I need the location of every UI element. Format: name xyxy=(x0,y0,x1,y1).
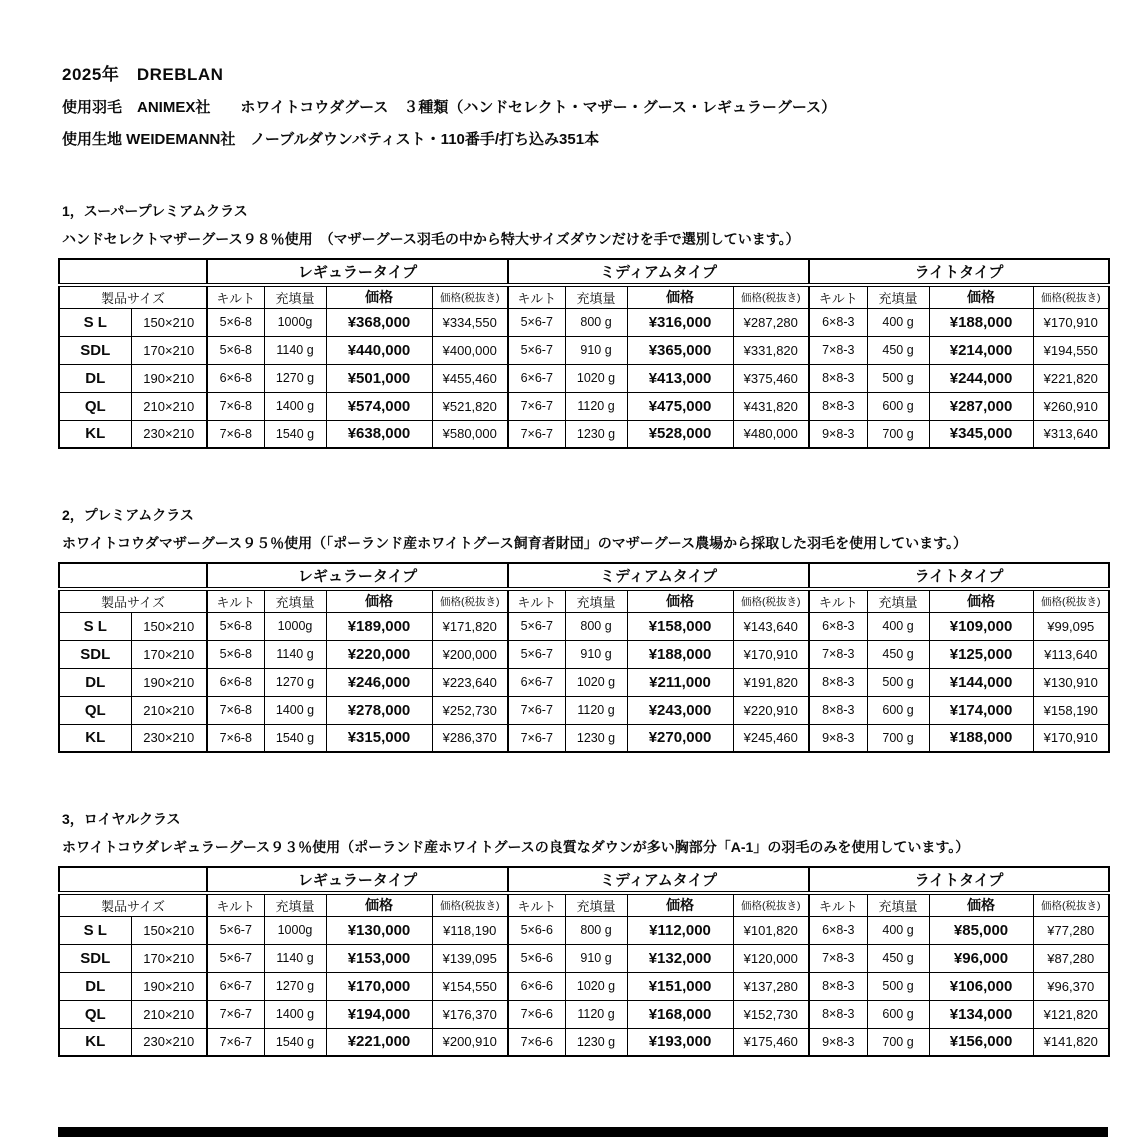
cell-quilt: 6×8-3 xyxy=(809,916,867,944)
cell-price-extax: ¥175,460 xyxy=(733,1028,809,1056)
cell-price: ¥85,000 xyxy=(929,916,1033,944)
cell-price: ¥151,000 xyxy=(627,972,733,1000)
cell-product-size: QL xyxy=(59,696,131,724)
table-row xyxy=(59,668,1109,696)
cell-price: ¥156,000 xyxy=(929,1028,1033,1056)
table-row xyxy=(59,640,1109,668)
cell-price: ¥413,000 xyxy=(627,364,733,392)
cell-fill-weight: 1020 g xyxy=(565,364,627,392)
type-header-regular: レギュラータイプ xyxy=(207,563,508,589)
header-price-extax: 価格(税抜き) xyxy=(733,893,809,916)
price-table-royal xyxy=(58,866,1110,1057)
cell-price-extax: ¥245,460 xyxy=(733,724,809,752)
header-price: 価格 xyxy=(929,285,1033,308)
cell-price: ¥158,000 xyxy=(627,612,733,640)
cell-fill-weight: 1270 g xyxy=(264,364,326,392)
cell-price-extax: ¥200,000 xyxy=(432,640,508,668)
cell-fill-weight: 1120 g xyxy=(565,1000,627,1028)
cell-price: ¥153,000 xyxy=(326,944,432,972)
cell-fill-weight: 910 g xyxy=(565,944,627,972)
cell-quilt: 5×6-8 xyxy=(207,640,264,668)
cell-price: ¥365,000 xyxy=(627,336,733,364)
header-quilt: キルト xyxy=(809,285,867,308)
cell-fill-weight: 1230 g xyxy=(565,1028,627,1056)
cell-quilt: 8×8-3 xyxy=(809,1000,867,1028)
cell-quilt: 6×8-3 xyxy=(809,612,867,640)
header-price-extax: 価格(税抜き) xyxy=(1033,893,1109,916)
header-product-size: 製品サイズ xyxy=(59,589,207,612)
corner-cell xyxy=(59,867,207,893)
cell-quilt: 7×6-7 xyxy=(508,392,565,420)
type-header-medium: ミディアムタイプ xyxy=(508,563,809,589)
cell-quilt: 5×6-7 xyxy=(207,916,264,944)
cell-price-extax: ¥170,910 xyxy=(733,640,809,668)
cell-fill-weight: 1540 g xyxy=(264,724,326,752)
table-column-header-row xyxy=(59,285,1109,308)
cell-price-extax: ¥455,460 xyxy=(432,364,508,392)
cell-price: ¥174,000 xyxy=(929,696,1033,724)
header-quilt: キルト xyxy=(207,589,264,612)
cell-price-extax: ¥99,095 xyxy=(1033,612,1109,640)
cell-dimensions: 190×210 xyxy=(131,364,207,392)
header-quilt: キルト xyxy=(809,589,867,612)
cell-price-extax: ¥137,280 xyxy=(733,972,809,1000)
cell-fill-weight: 400 g xyxy=(867,308,929,336)
table-row xyxy=(59,724,1109,752)
header-price-extax: 価格(税抜き) xyxy=(1033,285,1109,308)
feather-spec-line: 使用羽毛 ANIMEX社 ホワイトコウダグース ３種類（ハンドセレクト・マザー・グース・レギュラーグース） xyxy=(62,99,837,116)
header-quilt: キルト xyxy=(508,893,565,916)
cell-quilt: 5×6-8 xyxy=(207,336,264,364)
section-title: 1，スーパープレミアムクラス xyxy=(62,203,248,219)
table-row xyxy=(59,364,1109,392)
cell-quilt: 7×8-3 xyxy=(809,640,867,668)
cell-fill-weight: 700 g xyxy=(867,1028,929,1056)
cell-fill-weight: 910 g xyxy=(565,640,627,668)
table-row xyxy=(59,336,1109,364)
cell-price: ¥214,000 xyxy=(929,336,1033,364)
cell-product-size: S L xyxy=(59,612,131,640)
cell-price: ¥315,000 xyxy=(326,724,432,752)
cell-price: ¥125,000 xyxy=(929,640,1033,668)
type-header-medium: ミディアムタイプ xyxy=(508,259,809,285)
header-quilt: キルト xyxy=(508,285,565,308)
cell-price: ¥144,000 xyxy=(929,668,1033,696)
cell-price: ¥188,000 xyxy=(627,640,733,668)
cell-price-extax: ¥223,640 xyxy=(432,668,508,696)
cell-quilt: 6×6-7 xyxy=(508,364,565,392)
header-fill: 充填量 xyxy=(565,589,627,612)
cell-price: ¥440,000 xyxy=(326,336,432,364)
cell-fill-weight: 450 g xyxy=(867,944,929,972)
cell-quilt: 6×6-6 xyxy=(508,972,565,1000)
cell-fill-weight: 500 g xyxy=(867,972,929,1000)
cell-quilt: 6×6-8 xyxy=(207,364,264,392)
cell-dimensions: 150×210 xyxy=(131,916,207,944)
cell-quilt: 6×8-3 xyxy=(809,308,867,336)
header-fill: 充填量 xyxy=(565,285,627,308)
cell-price: ¥193,000 xyxy=(627,1028,733,1056)
next-table-top-edge xyxy=(58,1127,1108,1137)
cell-fill-weight: 1400 g xyxy=(264,392,326,420)
cell-price-extax: ¥154,550 xyxy=(432,972,508,1000)
header-price: 価格 xyxy=(627,893,733,916)
cell-product-size: SDL xyxy=(59,640,131,668)
cell-price-extax: ¥221,820 xyxy=(1033,364,1109,392)
cell-price: ¥246,000 xyxy=(326,668,432,696)
cell-quilt: 5×6-8 xyxy=(207,612,264,640)
cell-price-extax: ¥87,280 xyxy=(1033,944,1109,972)
cell-price: ¥368,000 xyxy=(326,308,432,336)
cell-product-size: KL xyxy=(59,1028,131,1056)
cell-price-extax: ¥96,370 xyxy=(1033,972,1109,1000)
cell-fill-weight: 1270 g xyxy=(264,972,326,1000)
header-fill: 充填量 xyxy=(867,893,929,916)
cell-product-size: KL xyxy=(59,420,131,448)
cell-price-extax: ¥331,820 xyxy=(733,336,809,364)
cell-fill-weight: 1540 g xyxy=(264,420,326,448)
cell-quilt: 8×8-3 xyxy=(809,972,867,1000)
type-header-light: ライトタイプ xyxy=(809,259,1109,285)
cell-quilt: 5×6-8 xyxy=(207,308,264,336)
type-header-regular: レギュラータイプ xyxy=(207,867,508,893)
cell-price: ¥270,000 xyxy=(627,724,733,752)
cell-fill-weight: 450 g xyxy=(867,640,929,668)
cell-price-extax: ¥141,820 xyxy=(1033,1028,1109,1056)
cell-price: ¥475,000 xyxy=(627,392,733,420)
cell-price-extax: ¥194,550 xyxy=(1033,336,1109,364)
cell-dimensions: 150×210 xyxy=(131,612,207,640)
cell-fill-weight: 1400 g xyxy=(264,696,326,724)
cell-dimensions: 170×210 xyxy=(131,640,207,668)
cell-dimensions: 170×210 xyxy=(131,944,207,972)
cell-fill-weight: 800 g xyxy=(565,308,627,336)
cell-price: ¥170,000 xyxy=(326,972,432,1000)
cell-fill-weight: 1120 g xyxy=(565,696,627,724)
header-fill: 充填量 xyxy=(264,589,326,612)
cell-quilt: 8×8-3 xyxy=(809,364,867,392)
header-fill: 充填量 xyxy=(264,285,326,308)
price-table-super-premium xyxy=(58,258,1110,449)
cell-price: ¥316,000 xyxy=(627,308,733,336)
cell-dimensions: 210×210 xyxy=(131,392,207,420)
cell-fill-weight: 1140 g xyxy=(264,336,326,364)
cell-price-extax: ¥77,280 xyxy=(1033,916,1109,944)
table-row xyxy=(59,1028,1109,1056)
cell-product-size: SDL xyxy=(59,336,131,364)
header-price-extax: 価格(税抜き) xyxy=(733,285,809,308)
cell-fill-weight: 400 g xyxy=(867,612,929,640)
cell-price-extax: ¥118,190 xyxy=(432,916,508,944)
cell-price: ¥96,000 xyxy=(929,944,1033,972)
cell-quilt: 7×6-7 xyxy=(207,1028,264,1056)
cell-dimensions: 230×210 xyxy=(131,420,207,448)
cell-product-size: QL xyxy=(59,392,131,420)
cell-price-extax: ¥139,095 xyxy=(432,944,508,972)
cell-price-extax: ¥287,280 xyxy=(733,308,809,336)
price-table-premium xyxy=(58,562,1110,753)
cell-price-extax: ¥260,910 xyxy=(1033,392,1109,420)
cell-quilt: 5×6-7 xyxy=(508,640,565,668)
table-row xyxy=(59,696,1109,724)
cell-quilt: 9×8-3 xyxy=(809,724,867,752)
cell-quilt: 9×8-3 xyxy=(809,420,867,448)
cell-price-extax: ¥176,370 xyxy=(432,1000,508,1028)
cell-quilt: 6×6-8 xyxy=(207,668,264,696)
cell-fill-weight: 700 g xyxy=(867,420,929,448)
cell-quilt: 7×6-8 xyxy=(207,724,264,752)
cell-price-extax: ¥171,820 xyxy=(432,612,508,640)
cell-quilt: 7×8-3 xyxy=(809,944,867,972)
type-header-light: ライトタイプ xyxy=(809,867,1109,893)
cell-price-extax: ¥375,460 xyxy=(733,364,809,392)
header-fill: 充填量 xyxy=(867,589,929,612)
table-row xyxy=(59,420,1109,448)
cell-quilt: 7×6-7 xyxy=(207,1000,264,1028)
cell-price: ¥194,000 xyxy=(326,1000,432,1028)
cell-fill-weight: 1540 g xyxy=(264,1028,326,1056)
section-super-premium xyxy=(58,201,1108,449)
cell-price: ¥188,000 xyxy=(929,308,1033,336)
section-subtitle: ハンドセレクトマザーグース９８％使用 （マザーグース羽毛の中から特大サイズダウンだけを手で選別しています。） xyxy=(62,231,800,247)
cell-product-size: DL xyxy=(59,972,131,1000)
cell-price: ¥244,000 xyxy=(929,364,1033,392)
cell-quilt: 7×6-6 xyxy=(508,1028,565,1056)
type-header-regular: レギュラータイプ xyxy=(207,259,508,285)
cell-dimensions: 210×210 xyxy=(131,1000,207,1028)
cell-fill-weight: 400 g xyxy=(867,916,929,944)
cell-quilt: 5×6-7 xyxy=(508,336,565,364)
cell-quilt: 6×6-7 xyxy=(508,668,565,696)
cell-product-size: DL xyxy=(59,668,131,696)
cell-price-extax: ¥121,820 xyxy=(1033,1000,1109,1028)
cell-fill-weight: 1020 g xyxy=(565,972,627,1000)
cell-quilt: 6×6-7 xyxy=(207,972,264,1000)
table-column-header-row xyxy=(59,589,1109,612)
table-row xyxy=(59,916,1109,944)
section-subtitle: ホワイトコウダレギュラーグース９３％使用（ポーランド産ホワイトグースの良質なダウンが多い胸部分「A-1」の羽毛のみを使用しています。） xyxy=(62,839,970,855)
cell-price-extax: ¥113,640 xyxy=(1033,640,1109,668)
cell-price: ¥221,000 xyxy=(326,1028,432,1056)
cell-price-extax: ¥286,370 xyxy=(432,724,508,752)
cell-price: ¥278,000 xyxy=(326,696,432,724)
header-price: 価格 xyxy=(627,285,733,308)
cell-quilt: 7×6-8 xyxy=(207,420,264,448)
cell-quilt: 5×6-7 xyxy=(508,308,565,336)
table-row xyxy=(59,944,1109,972)
cell-fill-weight: 1020 g xyxy=(565,668,627,696)
header-price-extax: 価格(税抜き) xyxy=(432,893,508,916)
cell-fill-weight: 1000g xyxy=(264,308,326,336)
cell-quilt: 8×8-3 xyxy=(809,392,867,420)
cell-quilt: 7×6-7 xyxy=(508,724,565,752)
cell-product-size: S L xyxy=(59,916,131,944)
corner-cell xyxy=(59,563,207,589)
cell-fill-weight: 800 g xyxy=(565,916,627,944)
cell-fill-weight: 1270 g xyxy=(264,668,326,696)
cell-fill-weight: 1140 g xyxy=(264,640,326,668)
header-price: 価格 xyxy=(326,285,432,308)
cell-fill-weight: 1400 g xyxy=(264,1000,326,1028)
cell-price-extax: ¥200,910 xyxy=(432,1028,508,1056)
cell-product-size: SDL xyxy=(59,944,131,972)
cell-quilt: 8×8-3 xyxy=(809,696,867,724)
table-row xyxy=(59,392,1109,420)
cell-price-extax: ¥130,910 xyxy=(1033,668,1109,696)
cell-quilt: 7×6-8 xyxy=(207,392,264,420)
cell-fill-weight: 700 g xyxy=(867,724,929,752)
cell-fill-weight: 1000g xyxy=(264,916,326,944)
cell-price: ¥134,000 xyxy=(929,1000,1033,1028)
cell-product-size: DL xyxy=(59,364,131,392)
cell-fill-weight: 600 g xyxy=(867,696,929,724)
header-price: 価格 xyxy=(326,589,432,612)
cell-price-extax: ¥220,910 xyxy=(733,696,809,724)
cell-dimensions: 190×210 xyxy=(131,972,207,1000)
header-price-extax: 価格(税抜き) xyxy=(1033,589,1109,612)
cell-price: ¥168,000 xyxy=(627,1000,733,1028)
header-fill: 充填量 xyxy=(565,893,627,916)
cell-product-size: S L xyxy=(59,308,131,336)
cell-price-extax: ¥334,550 xyxy=(432,308,508,336)
header-price-extax: 価格(税抜き) xyxy=(432,285,508,308)
cell-price-extax: ¥431,820 xyxy=(733,392,809,420)
header-quilt: キルト xyxy=(207,893,264,916)
cell-price-extax: ¥120,000 xyxy=(733,944,809,972)
cell-dimensions: 190×210 xyxy=(131,668,207,696)
cell-price: ¥112,000 xyxy=(627,916,733,944)
cell-price: ¥574,000 xyxy=(326,392,432,420)
cell-fill-weight: 1120 g xyxy=(565,392,627,420)
cell-price: ¥106,000 xyxy=(929,972,1033,1000)
cell-price-extax: ¥521,820 xyxy=(432,392,508,420)
cell-dimensions: 210×210 xyxy=(131,696,207,724)
cell-price-extax: ¥158,190 xyxy=(1033,696,1109,724)
table-type-header-row xyxy=(59,563,1109,589)
cell-quilt: 9×8-3 xyxy=(809,1028,867,1056)
cell-fill-weight: 500 g xyxy=(867,668,929,696)
header-product-size: 製品サイズ xyxy=(59,893,207,916)
cell-price-extax: ¥400,000 xyxy=(432,336,508,364)
cell-quilt: 7×8-3 xyxy=(809,336,867,364)
type-header-light: ライトタイプ xyxy=(809,563,1109,589)
table-column-header-row xyxy=(59,893,1109,916)
cell-fill-weight: 1230 g xyxy=(565,420,627,448)
cell-quilt: 5×6-6 xyxy=(508,916,565,944)
cell-quilt: 5×6-7 xyxy=(207,944,264,972)
cell-price: ¥188,000 xyxy=(929,724,1033,752)
header-product-size: 製品サイズ xyxy=(59,285,207,308)
cell-price-extax: ¥313,640 xyxy=(1033,420,1109,448)
cell-fill-weight: 600 g xyxy=(867,1000,929,1028)
cell-fill-weight: 600 g xyxy=(867,392,929,420)
cell-price: ¥130,000 xyxy=(326,916,432,944)
cell-fill-weight: 910 g xyxy=(565,336,627,364)
cell-price: ¥501,000 xyxy=(326,364,432,392)
cell-price: ¥287,000 xyxy=(929,392,1033,420)
cell-dimensions: 150×210 xyxy=(131,308,207,336)
cell-dimensions: 230×210 xyxy=(131,1028,207,1056)
cell-price-extax: ¥101,820 xyxy=(733,916,809,944)
header-quilt: キルト xyxy=(809,893,867,916)
table-type-header-row xyxy=(59,259,1109,285)
cell-price: ¥220,000 xyxy=(326,640,432,668)
header-price: 価格 xyxy=(929,893,1033,916)
header-fill: 充填量 xyxy=(264,893,326,916)
cell-product-size: QL xyxy=(59,1000,131,1028)
table-row xyxy=(59,308,1109,336)
cell-quilt: 5×6-6 xyxy=(508,944,565,972)
cell-price-extax: ¥252,730 xyxy=(432,696,508,724)
cell-quilt: 7×6-7 xyxy=(508,420,565,448)
cell-quilt: 7×6-6 xyxy=(508,1000,565,1028)
fabric-spec-line: 使用生地 WEIDEMANN社 ノーブルダウンバティスト・110番手/打ち込み351本 xyxy=(62,131,600,148)
cell-fill-weight: 450 g xyxy=(867,336,929,364)
section-premium xyxy=(58,505,1108,753)
type-header-medium: ミディアムタイプ xyxy=(508,867,809,893)
cell-product-size: KL xyxy=(59,724,131,752)
cell-price: ¥345,000 xyxy=(929,420,1033,448)
cell-price-extax: ¥191,820 xyxy=(733,668,809,696)
cell-fill-weight: 1000g xyxy=(264,612,326,640)
section-title: 3，ロイヤルクラス xyxy=(62,811,181,827)
cell-price-extax: ¥152,730 xyxy=(733,1000,809,1028)
cell-price: ¥638,000 xyxy=(326,420,432,448)
cell-fill-weight: 800 g xyxy=(565,612,627,640)
cell-price: ¥132,000 xyxy=(627,944,733,972)
cell-price: ¥211,000 xyxy=(627,668,733,696)
cell-dimensions: 230×210 xyxy=(131,724,207,752)
corner-cell xyxy=(59,259,207,285)
document-title: 2025年 DREBLAN xyxy=(62,65,224,84)
section-title: 2，プレミアムクラス xyxy=(62,507,194,523)
cell-quilt: 7×6-8 xyxy=(207,696,264,724)
section-subtitle: ホワイトコウダマザーグース９５％使用（「ポーランド産ホワイトグース飼育者財団」のマザーグース農場から採取した羽毛を使用しています。） xyxy=(62,535,967,551)
cell-price: ¥189,000 xyxy=(326,612,432,640)
cell-price-extax: ¥480,000 xyxy=(733,420,809,448)
table-type-header-row xyxy=(59,867,1109,893)
cell-price-extax: ¥170,910 xyxy=(1033,308,1109,336)
cell-price: ¥528,000 xyxy=(627,420,733,448)
cell-quilt: 8×8-3 xyxy=(809,668,867,696)
cell-price-extax: ¥170,910 xyxy=(1033,724,1109,752)
header-price: 価格 xyxy=(929,589,1033,612)
cell-price: ¥109,000 xyxy=(929,612,1033,640)
table-row xyxy=(59,972,1109,1000)
cell-fill-weight: 1230 g xyxy=(565,724,627,752)
header-quilt: キルト xyxy=(207,285,264,308)
cell-quilt: 7×6-7 xyxy=(508,696,565,724)
header-quilt: キルト xyxy=(508,589,565,612)
header-price-extax: 価格(税抜き) xyxy=(432,589,508,612)
header-price: 価格 xyxy=(627,589,733,612)
table-row xyxy=(59,612,1109,640)
section-royal xyxy=(58,809,1108,1057)
header-fill: 充填量 xyxy=(867,285,929,308)
cell-fill-weight: 1140 g xyxy=(264,944,326,972)
table-row xyxy=(59,1000,1109,1028)
cell-price-extax: ¥143,640 xyxy=(733,612,809,640)
cell-dimensions: 170×210 xyxy=(131,336,207,364)
cell-price: ¥243,000 xyxy=(627,696,733,724)
cell-quilt: 5×6-7 xyxy=(508,612,565,640)
header-price-extax: 価格(税抜き) xyxy=(733,589,809,612)
cell-fill-weight: 500 g xyxy=(867,364,929,392)
cell-price-extax: ¥580,000 xyxy=(432,420,508,448)
header-price: 価格 xyxy=(326,893,432,916)
